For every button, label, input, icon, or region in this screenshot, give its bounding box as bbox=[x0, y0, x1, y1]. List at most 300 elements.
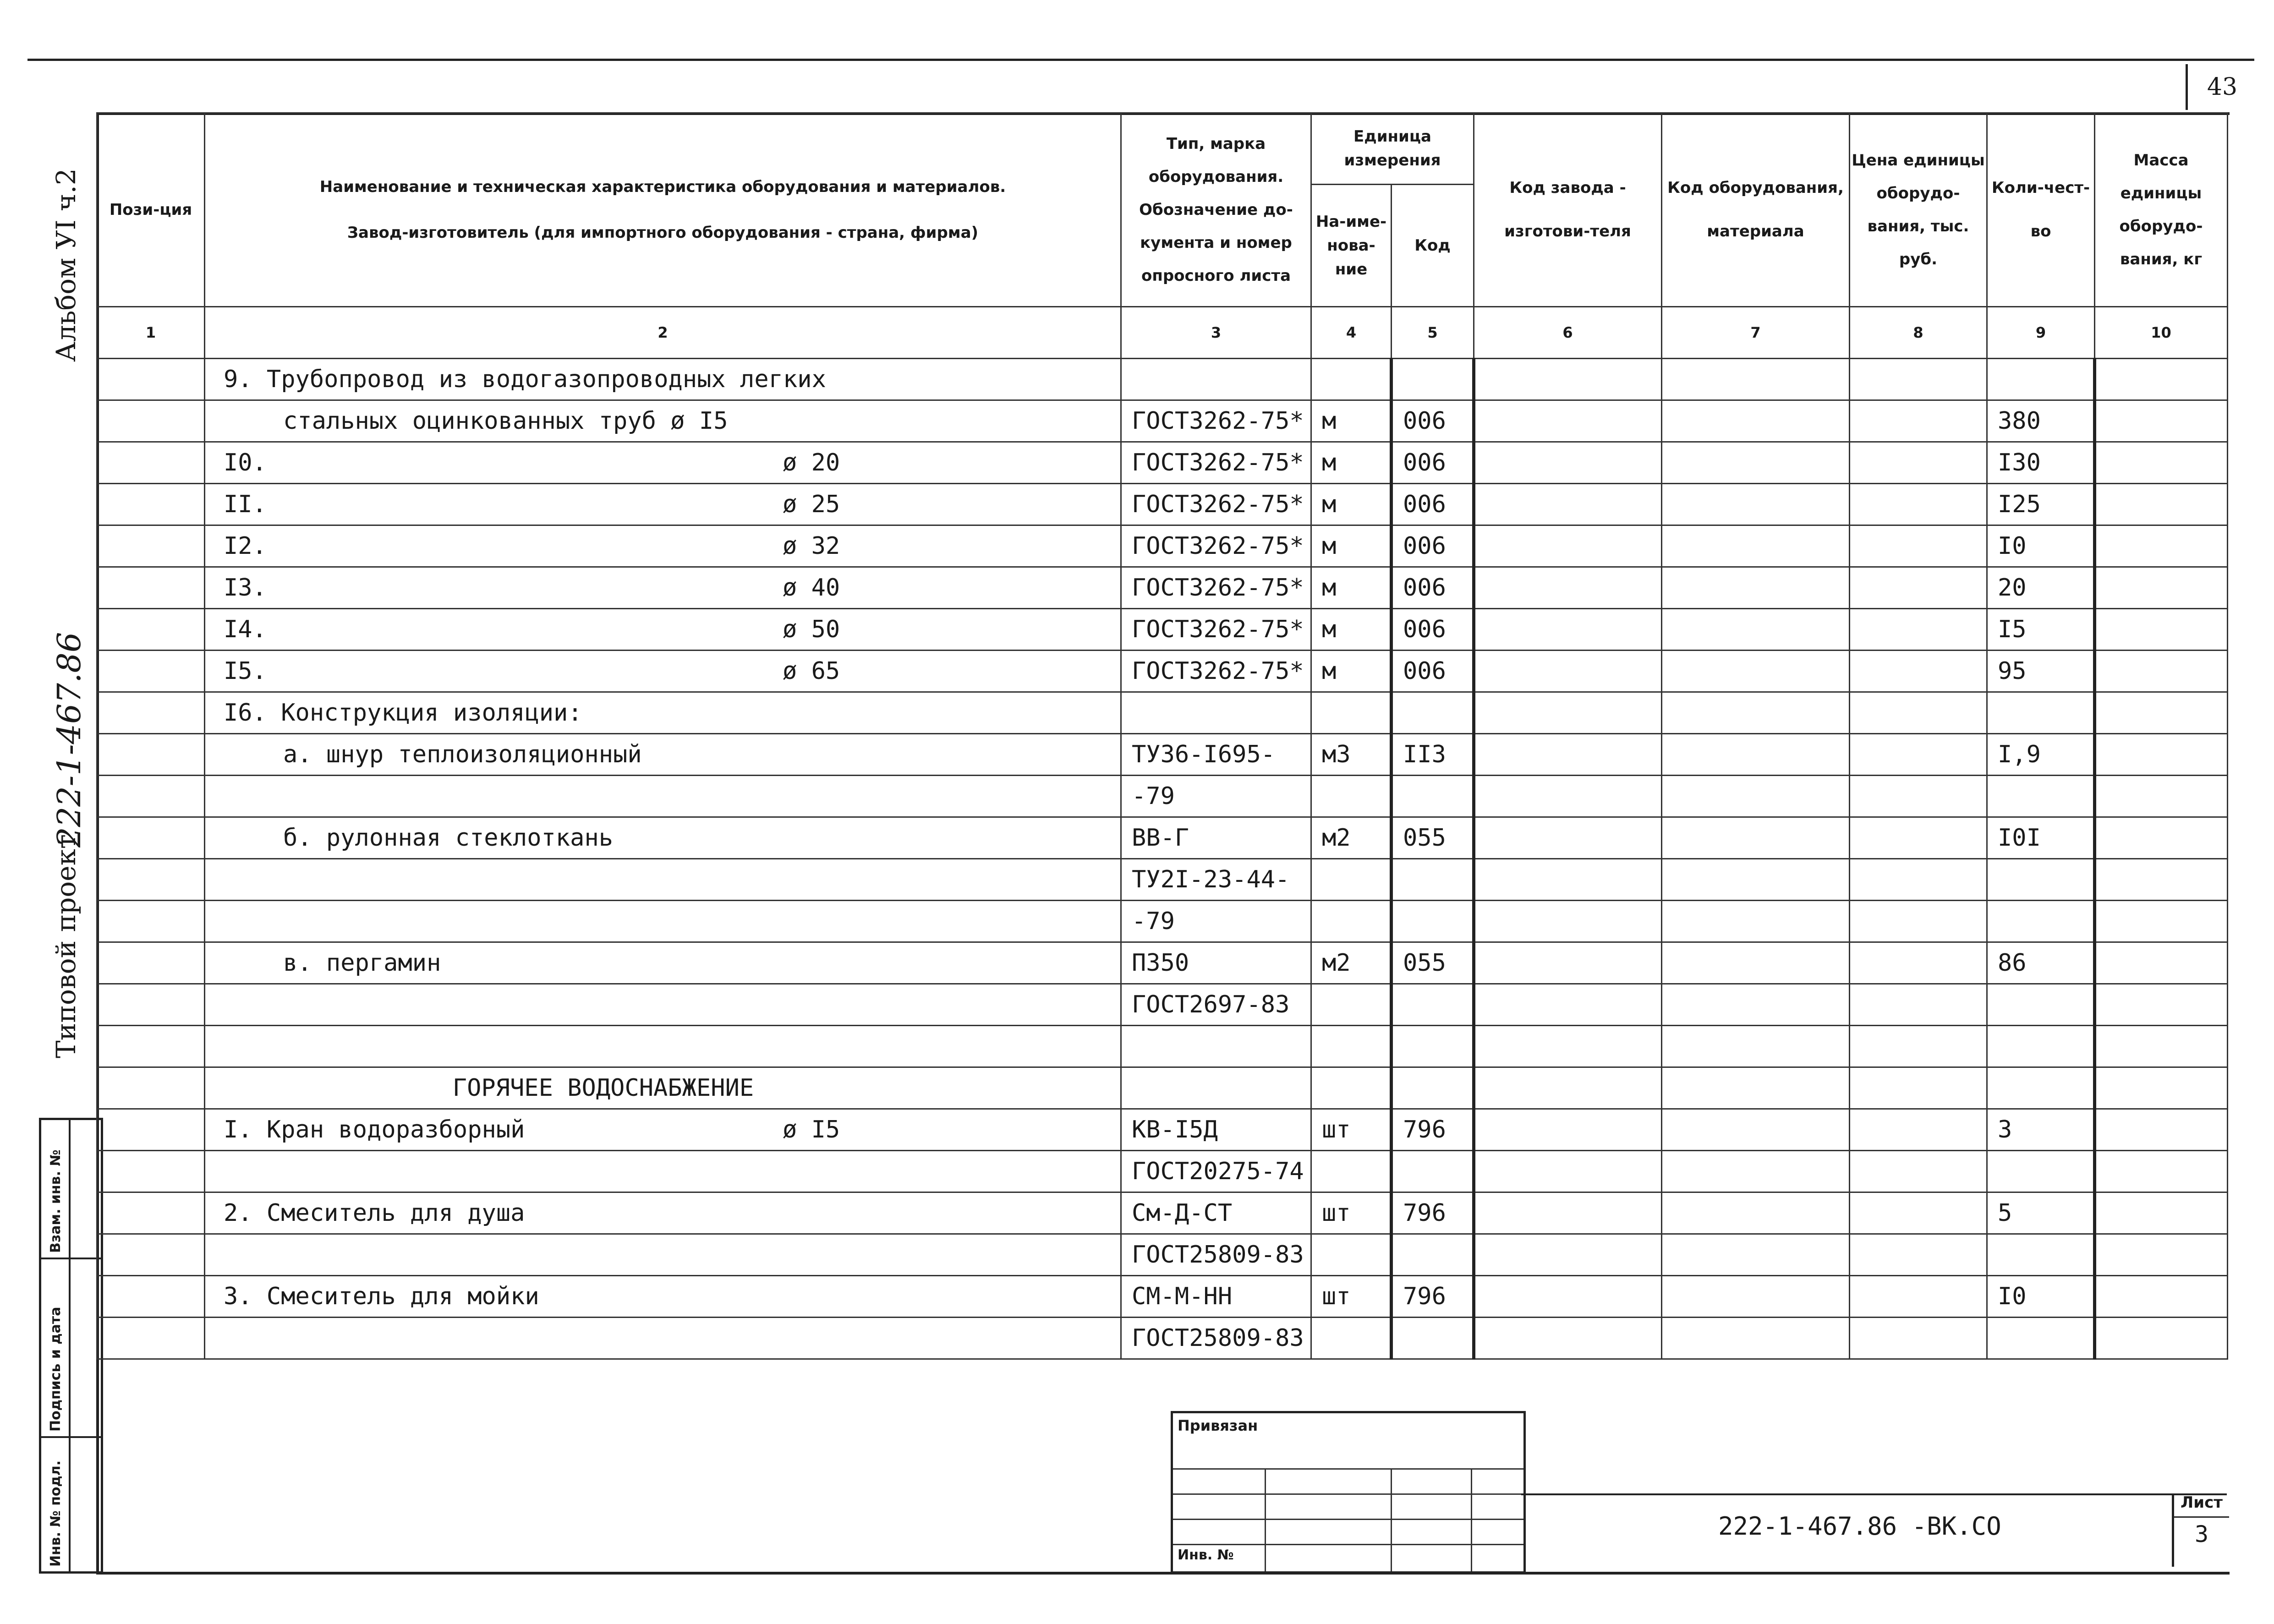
unit-code-cell: 796 bbox=[1392, 1276, 1474, 1318]
document-code: 222-1-467.86 -ВК.СО bbox=[1718, 1512, 2001, 1541]
unit-code-cell bbox=[1392, 1151, 1474, 1192]
table-row bbox=[97, 1109, 2228, 1151]
item-diameter: ø 40 bbox=[783, 574, 840, 601]
position-cell bbox=[97, 1276, 205, 1318]
maker-code-cell bbox=[1474, 1109, 1662, 1151]
unit-code-cell: 006 bbox=[1392, 442, 1474, 484]
column-number: 10 bbox=[2095, 307, 2228, 359]
item-name: стальных оцинкованных труб ø I5 bbox=[283, 407, 728, 435]
position-cell bbox=[97, 1234, 205, 1276]
maker-code-cell bbox=[1474, 692, 1662, 734]
unit-code-cell: 006 bbox=[1392, 525, 1474, 567]
type-cell: ТУ2I-23-44- bbox=[1121, 859, 1311, 901]
position-cell bbox=[97, 400, 205, 442]
name-cell bbox=[205, 359, 1121, 400]
quantity-cell: I,9 bbox=[1987, 734, 2095, 776]
price-cell bbox=[1850, 400, 1987, 442]
price-cell bbox=[1850, 651, 1987, 692]
quantity-cell bbox=[1987, 901, 2095, 942]
unit-code-cell bbox=[1392, 859, 1474, 901]
equipment-code-cell bbox=[1662, 567, 1850, 609]
item-name: I2. bbox=[224, 532, 267, 560]
header-name-line1: Наименование и техническая характеристика оборудования и материалов. bbox=[319, 178, 1006, 196]
inv-no-label: Инв. № bbox=[1178, 1547, 1234, 1563]
equipment-code-cell bbox=[1662, 1276, 1850, 1318]
section-title: ГОРЯЧЕЕ ВОДОСНАБЖЕНИЕ bbox=[452, 1074, 754, 1102]
maker-code-cell bbox=[1474, 359, 1662, 400]
item-name: в. пергамин bbox=[283, 949, 441, 977]
type-cell: ГОСТ25809-83 bbox=[1121, 1234, 1311, 1276]
price-cell bbox=[1850, 359, 1987, 400]
item-name: 2. Смеситель для душа bbox=[224, 1199, 525, 1227]
position-cell bbox=[97, 651, 205, 692]
unit-name-cell: м bbox=[1311, 525, 1392, 567]
table-row bbox=[97, 400, 2228, 442]
type-cell bbox=[1121, 359, 1311, 400]
name-cell bbox=[205, 1109, 1121, 1151]
position-cell bbox=[97, 609, 205, 651]
position-cell bbox=[97, 776, 205, 817]
item-name: б. рулонная стеклоткань bbox=[283, 824, 614, 852]
maker-code-cell bbox=[1474, 859, 1662, 901]
sheet-number: 43 bbox=[2186, 64, 2257, 110]
maker-code-cell bbox=[1474, 567, 1662, 609]
maker-code-cell bbox=[1474, 1318, 1662, 1359]
type-cell: ГОСТ2697-83 bbox=[1121, 984, 1311, 1026]
name-cell bbox=[205, 942, 1121, 984]
unit-code-cell: 006 bbox=[1392, 484, 1474, 525]
quantity-cell: 86 bbox=[1987, 942, 2095, 984]
unit-name-cell: м bbox=[1311, 651, 1392, 692]
price-cell bbox=[1850, 567, 1987, 609]
quantity-cell bbox=[1987, 359, 2095, 400]
unit-name-cell bbox=[1311, 859, 1392, 901]
table-row bbox=[97, 692, 2228, 734]
price-cell bbox=[1850, 984, 1987, 1026]
unit-name-cell: м bbox=[1311, 484, 1392, 525]
price-cell bbox=[1850, 942, 1987, 984]
type-cell: ГОСТ3262-75* bbox=[1121, 651, 1311, 692]
column-number: 6 bbox=[1474, 307, 1662, 359]
price-cell bbox=[1850, 442, 1987, 484]
header-unit-code: Код bbox=[1392, 184, 1474, 306]
attached-label: Привязан bbox=[1178, 1417, 1258, 1434]
unit-code-cell: 796 bbox=[1392, 1109, 1474, 1151]
equipment-code-cell bbox=[1662, 859, 1850, 901]
table-row bbox=[97, 942, 2228, 984]
equipment-code-cell bbox=[1662, 400, 1850, 442]
position-cell bbox=[97, 1026, 205, 1067]
quantity-cell: I0I bbox=[1987, 817, 2095, 859]
type-cell: См-Д-СТ bbox=[1121, 1192, 1311, 1234]
price-cell bbox=[1850, 817, 1987, 859]
item-diameter: ø 65 bbox=[783, 657, 840, 685]
quantity-cell bbox=[1987, 1067, 2095, 1109]
table-row bbox=[97, 567, 2228, 609]
position-cell bbox=[97, 1109, 205, 1151]
item-name: II. bbox=[224, 491, 267, 518]
equipment-code-cell bbox=[1662, 984, 1850, 1026]
equipment-code-cell bbox=[1662, 1026, 1850, 1067]
table-row bbox=[97, 901, 2228, 942]
position-cell bbox=[97, 442, 205, 484]
mass-cell bbox=[2095, 1109, 2228, 1151]
quantity-cell: 20 bbox=[1987, 567, 2095, 609]
item-name: I0. bbox=[224, 449, 267, 476]
unit-name-cell: м3 bbox=[1311, 734, 1392, 776]
quantity-cell bbox=[1987, 692, 2095, 734]
type-cell: СМ-М-НН bbox=[1121, 1276, 1311, 1318]
item-name: I4. bbox=[224, 616, 267, 643]
mass-cell bbox=[2095, 817, 2228, 859]
item-name: а. шнур теплоизоляционный bbox=[283, 741, 642, 768]
name-cell bbox=[205, 609, 1121, 651]
name-cell bbox=[205, 1067, 1121, 1109]
item-diameter: ø I5 bbox=[783, 1116, 840, 1143]
position-cell bbox=[97, 1067, 205, 1109]
unit-code-cell bbox=[1392, 359, 1474, 400]
maker-code-cell bbox=[1474, 651, 1662, 692]
item-diameter: ø 32 bbox=[783, 532, 840, 560]
price-cell bbox=[1850, 692, 1987, 734]
table-row bbox=[97, 776, 2228, 817]
quantity-cell: I0 bbox=[1987, 525, 2095, 567]
name-cell bbox=[205, 484, 1121, 525]
quantity-cell: I30 bbox=[1987, 442, 2095, 484]
item-diameter: ø 20 bbox=[783, 449, 840, 476]
name-cell bbox=[205, 776, 1121, 817]
item-name: I3. bbox=[224, 574, 267, 601]
mass-cell bbox=[2095, 901, 2228, 942]
equipment-code-cell bbox=[1662, 609, 1850, 651]
unit-code-cell bbox=[1392, 1234, 1474, 1276]
specification-table bbox=[96, 112, 2228, 1360]
column-number: 9 bbox=[1987, 307, 2095, 359]
project-code-vertical: 222-1-467.86 bbox=[50, 632, 88, 848]
header-equipment-code: Код оборудования, материала bbox=[1662, 113, 1850, 307]
type-cell: ГОСТ3262-75* bbox=[1121, 567, 1311, 609]
header-position: Пози-ция bbox=[97, 113, 205, 307]
price-cell bbox=[1850, 484, 1987, 525]
name-cell bbox=[205, 1151, 1121, 1192]
unit-code-cell: 006 bbox=[1392, 609, 1474, 651]
column-number: 7 bbox=[1662, 307, 1850, 359]
name-cell bbox=[205, 901, 1121, 942]
price-cell bbox=[1850, 901, 1987, 942]
mass-cell bbox=[2095, 734, 2228, 776]
unit-name-cell: м2 bbox=[1311, 817, 1392, 859]
header-name-line2: Завод-изготовитель (для импортного оборудования - страна, фирма) bbox=[347, 224, 979, 242]
table-row bbox=[97, 1276, 2228, 1318]
mass-cell bbox=[2095, 442, 2228, 484]
table-row bbox=[97, 609, 2228, 651]
maker-code-cell bbox=[1474, 1276, 1662, 1318]
table-row bbox=[97, 859, 2228, 901]
maker-code-cell bbox=[1474, 400, 1662, 442]
binding-title-block bbox=[1171, 1411, 1526, 1574]
stamp-original-inv: Инв. № подл. bbox=[48, 1460, 64, 1567]
table-row bbox=[97, 817, 2228, 859]
table-row bbox=[97, 734, 2228, 776]
name-cell bbox=[205, 817, 1121, 859]
item-name: 3. Смеситель для мойки bbox=[224, 1283, 539, 1310]
unit-code-cell bbox=[1392, 1067, 1474, 1109]
mass-cell bbox=[2095, 942, 2228, 984]
position-cell bbox=[97, 359, 205, 400]
mass-cell bbox=[2095, 400, 2228, 442]
unit-code-cell bbox=[1392, 901, 1474, 942]
quantity-cell: I5 bbox=[1987, 609, 2095, 651]
unit-code-cell: 006 bbox=[1392, 400, 1474, 442]
sheet-label: Лист bbox=[2174, 1493, 2229, 1518]
type-cell: П350 bbox=[1121, 942, 1311, 984]
position-cell bbox=[97, 817, 205, 859]
type-cell bbox=[1121, 692, 1311, 734]
header-maker-code: Код завода - изготови-теля bbox=[1474, 113, 1662, 307]
header-name bbox=[205, 113, 1121, 307]
quantity-cell: 95 bbox=[1987, 651, 2095, 692]
unit-name-cell bbox=[1311, 1151, 1392, 1192]
maker-code-cell bbox=[1474, 942, 1662, 984]
mass-cell bbox=[2095, 1318, 2228, 1359]
price-cell bbox=[1850, 1192, 1987, 1234]
header-type: Тип, марка оборудования. Обозначение до-кумента и номер опросного листа bbox=[1121, 113, 1311, 307]
column-number: 8 bbox=[1850, 307, 1987, 359]
price-cell bbox=[1850, 525, 1987, 567]
item-name: I6. Конструкция изоляции: bbox=[224, 699, 582, 727]
quantity-cell: I25 bbox=[1987, 484, 2095, 525]
position-cell bbox=[97, 734, 205, 776]
mass-cell bbox=[2095, 567, 2228, 609]
unit-code-cell: 796 bbox=[1392, 1192, 1474, 1234]
price-cell bbox=[1850, 1151, 1987, 1192]
name-cell bbox=[205, 984, 1121, 1026]
quantity-cell bbox=[1987, 1026, 2095, 1067]
equipment-code-cell bbox=[1662, 901, 1850, 942]
name-cell bbox=[205, 1276, 1121, 1318]
type-cell: ГОСТ20275-74 bbox=[1121, 1151, 1311, 1192]
type-cell bbox=[1121, 1067, 1311, 1109]
name-cell bbox=[205, 734, 1121, 776]
mass-cell bbox=[2095, 359, 2228, 400]
unit-name-cell: м bbox=[1311, 400, 1392, 442]
maker-code-cell bbox=[1474, 442, 1662, 484]
stamp-replace-inv: Взам. инв. № bbox=[48, 1149, 64, 1253]
price-cell bbox=[1850, 1276, 1987, 1318]
position-cell bbox=[97, 567, 205, 609]
quantity-cell bbox=[1987, 1318, 2095, 1359]
approval-stamp bbox=[39, 1118, 103, 1574]
price-cell bbox=[1850, 1067, 1987, 1109]
type-cell: ГОСТ25809-83 bbox=[1121, 1318, 1311, 1359]
type-cell: ГОСТ3262-75* bbox=[1121, 442, 1311, 484]
mass-cell bbox=[2095, 984, 2228, 1026]
maker-code-cell bbox=[1474, 1192, 1662, 1234]
unit-code-cell: 055 bbox=[1392, 942, 1474, 984]
price-cell bbox=[1850, 1109, 1987, 1151]
position-cell bbox=[97, 484, 205, 525]
unit-name-cell: м bbox=[1311, 609, 1392, 651]
name-cell bbox=[205, 1192, 1121, 1234]
unit-name-cell bbox=[1311, 1067, 1392, 1109]
header-mass: Масса единицы оборудо-вания, кг bbox=[2095, 113, 2228, 307]
type-cell: КВ-I5Д bbox=[1121, 1109, 1311, 1151]
unit-name-cell bbox=[1311, 692, 1392, 734]
mass-cell bbox=[2095, 484, 2228, 525]
equipment-code-cell bbox=[1662, 692, 1850, 734]
price-cell bbox=[1850, 859, 1987, 901]
unit-name-cell bbox=[1311, 901, 1392, 942]
unit-name-cell bbox=[1311, 776, 1392, 817]
price-cell bbox=[1850, 1318, 1987, 1359]
mass-cell bbox=[2095, 609, 2228, 651]
position-cell bbox=[97, 1318, 205, 1359]
position-cell bbox=[97, 1192, 205, 1234]
table-row bbox=[97, 651, 2228, 692]
column-number: 5 bbox=[1392, 307, 1474, 359]
table-row bbox=[97, 1318, 2228, 1359]
equipment-code-cell bbox=[1662, 484, 1850, 525]
mass-cell bbox=[2095, 692, 2228, 734]
mass-cell bbox=[2095, 776, 2228, 817]
position-cell bbox=[97, 692, 205, 734]
maker-code-cell bbox=[1474, 525, 1662, 567]
table-row bbox=[97, 1151, 2228, 1192]
name-cell bbox=[205, 525, 1121, 567]
unit-name-cell: м bbox=[1311, 442, 1392, 484]
column-number: 3 bbox=[1121, 307, 1311, 359]
maker-code-cell bbox=[1474, 734, 1662, 776]
equipment-code-cell bbox=[1662, 1151, 1850, 1192]
maker-code-cell bbox=[1474, 984, 1662, 1026]
column-number: 4 bbox=[1311, 307, 1392, 359]
item-name: I. Кран водоразборный bbox=[224, 1116, 525, 1143]
mass-cell bbox=[2095, 525, 2228, 567]
position-cell bbox=[97, 984, 205, 1026]
unit-name-cell: шт bbox=[1311, 1109, 1392, 1151]
position-cell bbox=[97, 901, 205, 942]
equipment-code-cell bbox=[1662, 1192, 1850, 1234]
header-unit: Единица измерения bbox=[1311, 113, 1474, 185]
stamp-signature-date: Подпись и дата bbox=[48, 1307, 64, 1432]
unit-code-cell: 006 bbox=[1392, 651, 1474, 692]
type-cell: ВВ-Г bbox=[1121, 817, 1311, 859]
unit-code-cell bbox=[1392, 1026, 1474, 1067]
price-cell bbox=[1850, 1234, 1987, 1276]
unit-name-cell: м2 bbox=[1311, 942, 1392, 984]
quantity-cell bbox=[1987, 859, 2095, 901]
unit-code-cell: 055 bbox=[1392, 817, 1474, 859]
name-cell bbox=[205, 651, 1121, 692]
table-row bbox=[97, 442, 2228, 484]
name-cell bbox=[205, 400, 1121, 442]
quantity-cell bbox=[1987, 984, 2095, 1026]
equipment-code-cell bbox=[1662, 942, 1850, 984]
equipment-code-cell bbox=[1662, 442, 1850, 484]
quantity-cell bbox=[1987, 1151, 2095, 1192]
album-label: Альбом УI ч.2 bbox=[50, 168, 82, 362]
table-row bbox=[97, 1067, 2228, 1109]
type-cell: ГОСТ3262-75* bbox=[1121, 484, 1311, 525]
column-number: 1 bbox=[97, 307, 205, 359]
unit-code-cell bbox=[1392, 776, 1474, 817]
item-name: 9. Трубопровод из водогазопроводных легких bbox=[224, 366, 826, 393]
name-cell bbox=[205, 859, 1121, 901]
type-cell: ТУ36-I695- bbox=[1121, 734, 1311, 776]
mass-cell bbox=[2095, 651, 2228, 692]
equipment-code-cell bbox=[1662, 734, 1850, 776]
quantity-cell: 5 bbox=[1987, 1192, 2095, 1234]
price-cell bbox=[1850, 609, 1987, 651]
top-rule bbox=[27, 59, 2254, 61]
unit-code-cell bbox=[1392, 984, 1474, 1026]
mass-cell bbox=[2095, 859, 2228, 901]
price-cell bbox=[1850, 1026, 1987, 1067]
unit-name-cell: шт bbox=[1311, 1276, 1392, 1318]
title-rule bbox=[1521, 1493, 2227, 1495]
item-diameter: ø 50 bbox=[783, 616, 840, 643]
equipment-code-cell bbox=[1662, 817, 1850, 859]
equipment-code-cell bbox=[1662, 1109, 1850, 1151]
project-type-label: Типовой проект bbox=[50, 834, 82, 1058]
type-cell: ГОСТ3262-75* bbox=[1121, 525, 1311, 567]
quantity-cell: 380 bbox=[1987, 400, 2095, 442]
equipment-code-cell bbox=[1662, 1067, 1850, 1109]
type-cell: ГОСТ3262-75* bbox=[1121, 400, 1311, 442]
position-cell bbox=[97, 1151, 205, 1192]
header-price: Цена единицы оборудо-вания, тыс. руб. bbox=[1850, 113, 1987, 307]
equipment-code-cell bbox=[1662, 359, 1850, 400]
maker-code-cell bbox=[1474, 1234, 1662, 1276]
table-row bbox=[97, 1234, 2228, 1276]
name-cell bbox=[205, 567, 1121, 609]
type-cell: ГОСТ3262-75* bbox=[1121, 609, 1311, 651]
equipment-code-cell bbox=[1662, 1234, 1850, 1276]
unit-code-cell: 006 bbox=[1392, 567, 1474, 609]
table-row bbox=[97, 359, 2228, 400]
position-cell bbox=[97, 525, 205, 567]
table-row bbox=[97, 1026, 2228, 1067]
maker-code-cell bbox=[1474, 1067, 1662, 1109]
header-quantity: Коли-чест-во bbox=[1987, 113, 2095, 307]
name-cell bbox=[205, 1234, 1121, 1276]
sheet-value: 3 bbox=[2194, 1521, 2209, 1547]
equipment-code-cell bbox=[1662, 1318, 1850, 1359]
maker-code-cell bbox=[1474, 817, 1662, 859]
mass-cell bbox=[2095, 1234, 2228, 1276]
quantity-cell bbox=[1987, 776, 2095, 817]
mass-cell bbox=[2095, 1276, 2228, 1318]
unit-name-cell bbox=[1311, 359, 1392, 400]
unit-name-cell: м bbox=[1311, 567, 1392, 609]
quantity-cell: I0 bbox=[1987, 1276, 2095, 1318]
item-name: I5. bbox=[224, 657, 267, 685]
mass-cell bbox=[2095, 1026, 2228, 1067]
name-cell bbox=[205, 1318, 1121, 1359]
price-cell bbox=[1850, 776, 1987, 817]
unit-name-cell bbox=[1311, 1026, 1392, 1067]
price-cell bbox=[1850, 734, 1987, 776]
maker-code-cell bbox=[1474, 901, 1662, 942]
mass-cell bbox=[2095, 1192, 2228, 1234]
table-row bbox=[97, 484, 2228, 525]
maker-code-cell bbox=[1474, 484, 1662, 525]
quantity-cell bbox=[1987, 1234, 2095, 1276]
quantity-cell: 3 bbox=[1987, 1109, 2095, 1151]
maker-code-cell bbox=[1474, 1151, 1662, 1192]
unit-code-cell bbox=[1392, 1318, 1474, 1359]
unit-name-cell bbox=[1311, 1318, 1392, 1359]
